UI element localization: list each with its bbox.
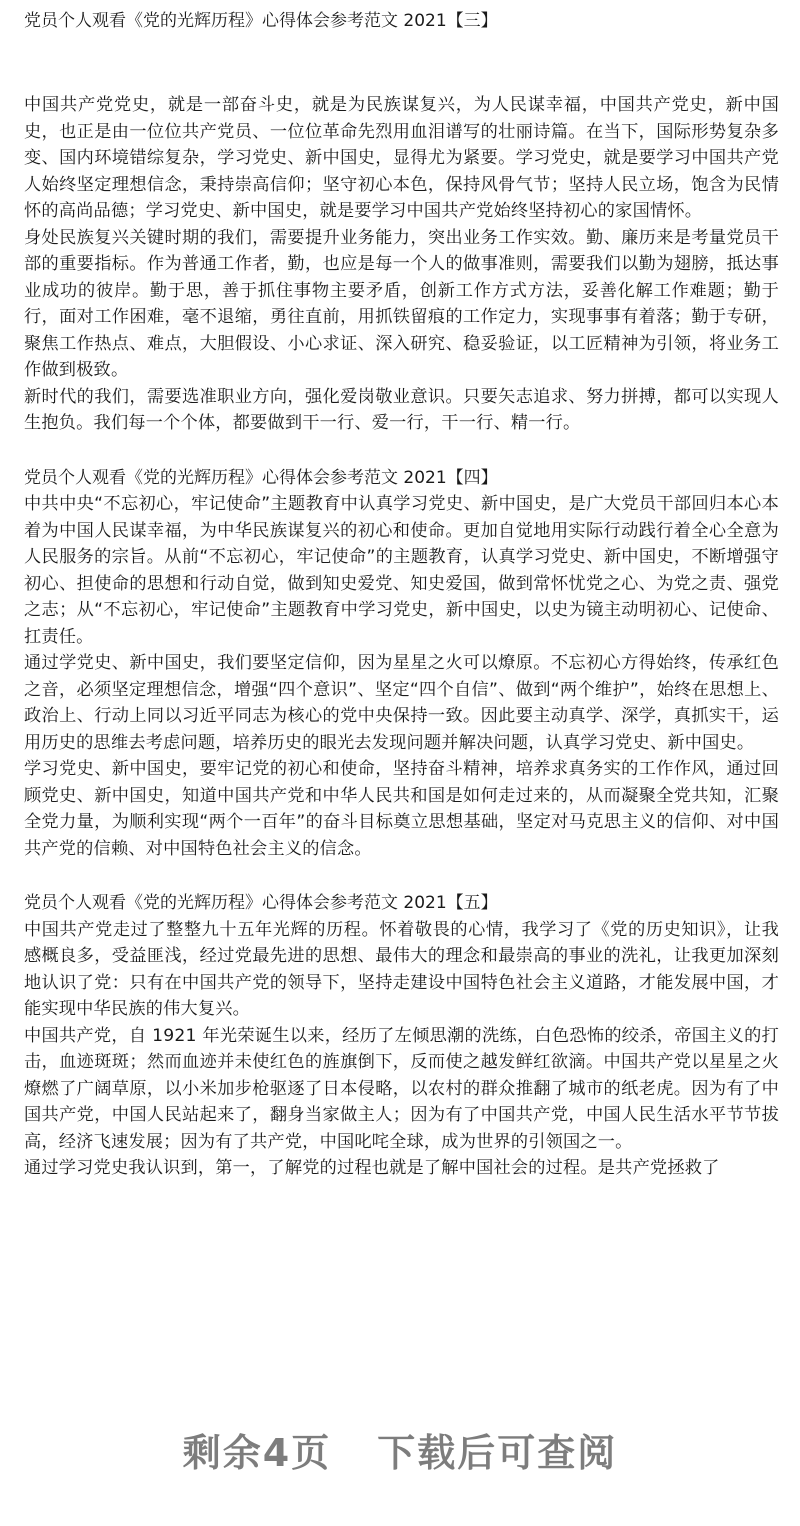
document-body — [24, 92, 779, 1182]
paragraph: 中国共产党，自 1921 年光荣诞生以来，经历了左倾思潮的洗练，白色恐怖的绞杀，帝国主义的打击，血迹斑斑；然而血迹并未使红色的旌旗倒下，反而使之越发鲜红欲滴。中国共产党以星星之火燎燃了广阔草原，以小米加步枪驱逐了日本侵略，以农村的群众推翻了城市的纸老虎。因为有了中国共产党，中国人民站起来了，翻身当家做主人；因为有了中国共产党，中国人民生活水平节节拔高，经济飞速发展；因为有了共产党，中国叱咤全球，成为世界的引领国之一。 — [24, 1025, 779, 1152]
document-title: 党员个人观看《党的光辉历程》心得体会参考范文 2021【三】 — [24, 11, 498, 31]
paragraph: 通过学习党史我认识到，第一，了解党的过程也就是了解中国社会的过程。是共产党拯救了 — [24, 1158, 720, 1178]
paragraph: 新时代的我们，需要选准职业方向，强化爱岗敬业意识。只要矢志追求、努力拼搏，都可以实现人生抱负。我们每一个个体，都要做到干一行、爱一行，干一行、精一行。 — [24, 386, 779, 433]
paragraph: 中国共产党党史，就是一部奋斗史，就是为民族谋复兴，为人民谋幸福，中国共产党史，新中国史，也正是由一位位共产党员、一位位革命先烈用血泪谱写的壮丽诗篇。在当下，国际形势复杂多变、国内环境错综复杂，学习党史、新中国史，显得尤为紧要。学习党史，就是要学习中国共产党人始终坚定理想信念，秉持崇高信仰；坚守初心本色，保持风骨气节；坚持人民立场，饱含为民情怀的高尚品德；学习党史、新中国史，就是要学习中国共产党始终坚持初心的家国情怀。 — [24, 95, 779, 221]
paragraph: 中国共产党走过了整整九十五年光辉的历程。怀着敬畏的心情，我学习了《党的历史知识》，让我感概良多，受益匪浅，经过党最先进的思想、最伟大的理念和最崇高的事业的洗礼，让我更加深刻地认识了党：只有在中国共产党的领导下，坚持走建设中国特色社会主义道路，才能发展中国，才能实现中华民族的伟大复兴。 — [24, 919, 779, 1019]
section-four — [24, 465, 779, 863]
section-heading: 党员个人观看《党的光辉历程》心得体会参考范文 2021【四】 — [24, 467, 498, 488]
paragraph: 通过学党史、新中国史，我们要坚定信仰，因为星星之火可以燎原。不忘初心方得始终，传承红色之音，必须坚定理想信念，增强“四个意识”、坚定“四个自信”、做到“两个维护”，始终在思想上、政治上、行动上同以习近平同志为核心的党中央保持一致。因此要主动真学、深学，真抓实干，运用历史的思维去考虑问题，培养历史的眼光去发现问题并解决问题，认真学习党史、新中国史。 — [24, 653, 779, 753]
remaining-pages-label[interactable]: 剩余4页 — [182, 1431, 332, 1475]
download-prompt[interactable] — [0, 1422, 800, 1477]
paragraph: 身处民族复兴关键时期的我们，需要提升业务能力，突出业务工作实效。勤、廉历来是考量党员干部的重要指标。作为普通工作者，勤，也应是每一个人的做事准则，需要我们以勤为翅膀，抵达事业成功的彼岸。勤于思，善于抓住事物主要矛盾，创新工作方式方法，妥善化解工作难题；勤于行，面对工作困难，毫不退缩，勇往直前，用抓铁留痕的工作定力，实现事事有着落；勤于专研，聚焦工作热点、难点，大胆假设、小心求证、深入研究、稳妥验证，以工匠精神为引领，将业务工作做到极致。 — [24, 227, 779, 380]
section-three — [24, 92, 779, 437]
paragraph: 中共中央“不忘初心，牢记使命”主题教育中认真学习党史、新中国史，是广大党员干部回归本心本着为中国人民谋幸福，为中华民族谋复兴的初心和使命。更加自觉地用实际行动践行着全心全意为人民服务的宗旨。从前“不忘初心，牢记使命”的主题教育，认真学习党史、新中国史，不断增强守初心、担使命的思想和行动自觉，做到知史爱党、知史爱国，做到常怀忧党之心、为党之责、强党之志；从“不忘初心，牢记使命”主题教育中学习党史，新中国史，以史为镜主动明初心、记使命、扛责任。 — [24, 494, 779, 647]
paragraph: 学习党史、新中国史，要牢记党的初心和使命，坚持奋斗精神，培养求真务实的工作作风，通过回顾党史、新中国史，知道中国共产党和中华人民共和国是如何走过来的，从而凝聚全党共知，汇聚全党力量，为顺利实现“两个一百年”的奋斗目标奠立思想基础，坚定对马克思主义的信仰、对中国共产党的信赖、对中国特色社会主义的信念。 — [24, 759, 779, 859]
download-to-view-label[interactable]: 下载后可查阅 — [377, 1431, 618, 1475]
section-heading: 党员个人观看《党的光辉历程》心得体会参考范文 2021【五】 — [24, 893, 498, 913]
section-five — [24, 890, 779, 1182]
